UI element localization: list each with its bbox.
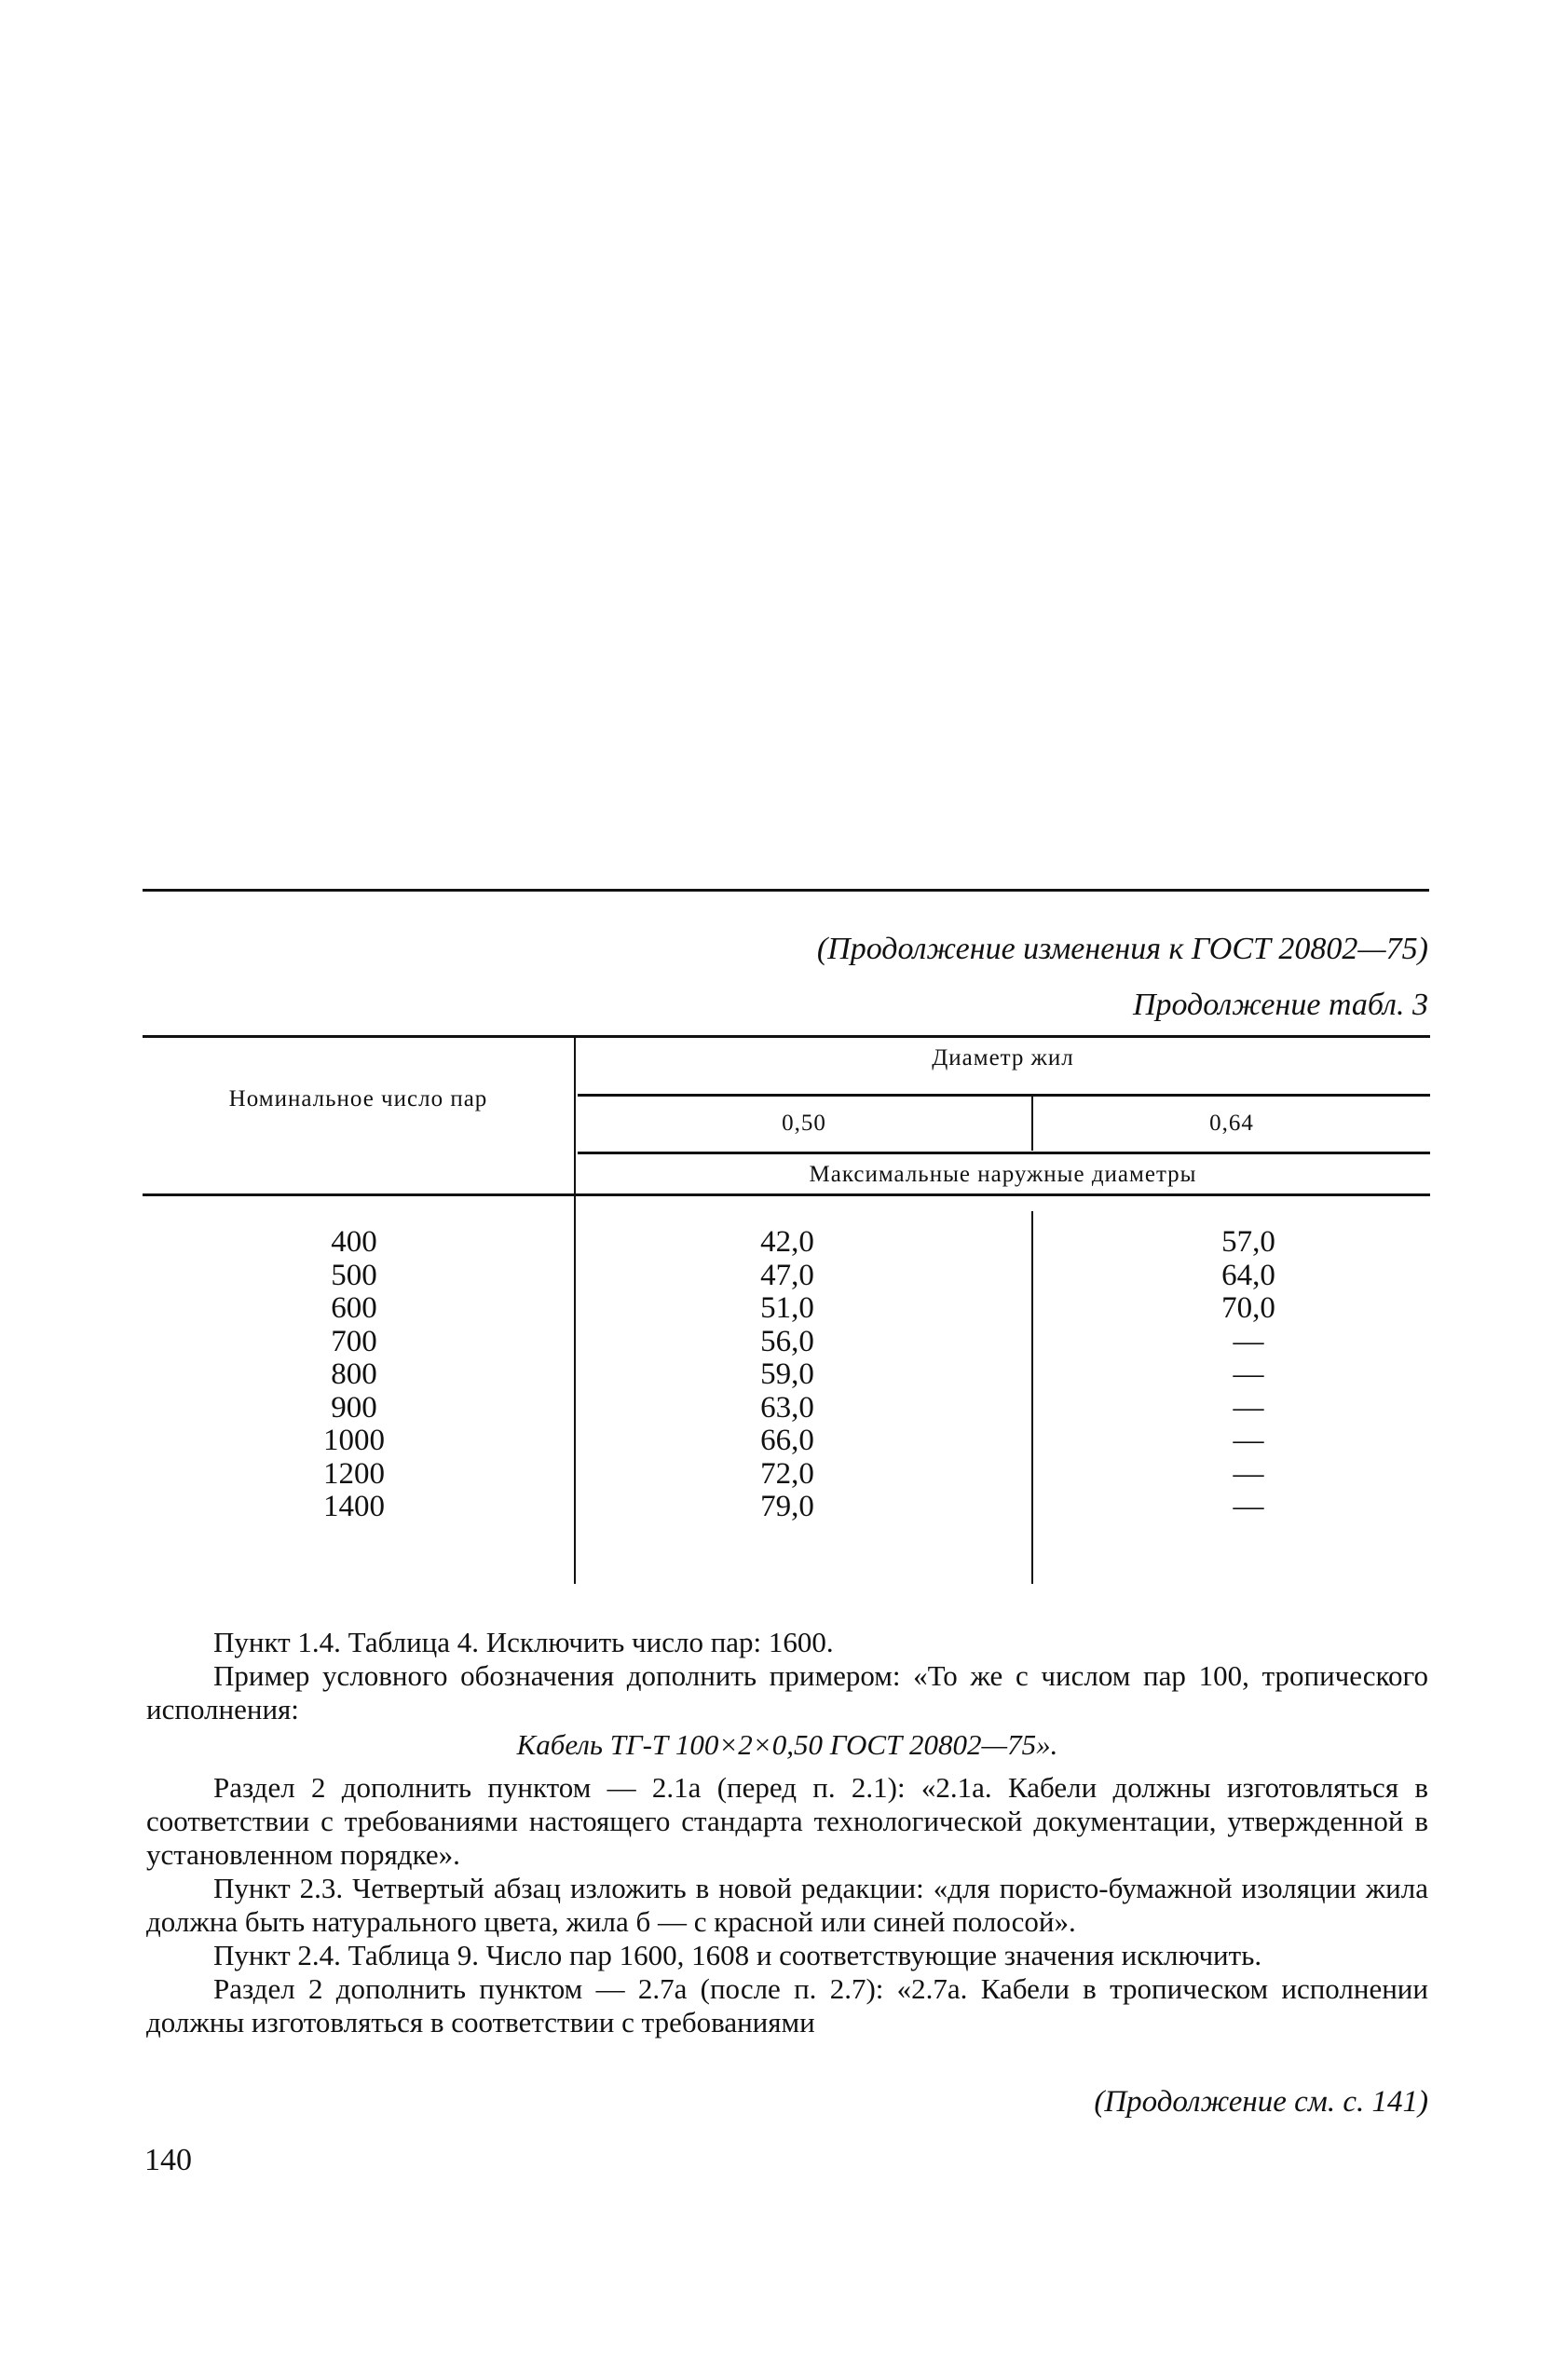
cell-pairs: 1400: [323, 1490, 385, 1523]
table-vline-2: [1031, 1211, 1033, 1584]
cell-d050: 66,0: [760, 1424, 814, 1457]
cell-d050: 42,0: [760, 1225, 814, 1259]
cell-d064: —: [1233, 1490, 1264, 1523]
paragraph: Пункт 1.4. Таблица 4. Исключить число пар: 1600.: [213, 1626, 834, 1658]
cell-d050: 79,0: [760, 1490, 814, 1523]
cell-d050: 72,0: [760, 1456, 814, 1491]
units-row: Максимальные наружные диаметры: [809, 1162, 1197, 1187]
page-number: 140: [144, 2143, 192, 2177]
column-d064: [1174, 1226, 1323, 1524]
subheader-064: 0,64: [1209, 1111, 1254, 1136]
table-continuation-title: Продолжение табл. 3: [1132, 988, 1428, 1022]
continuation-note: (Продолжение изменения к ГОСТ 20802—75): [816, 932, 1428, 966]
paragraph: Раздел 2 дополнить пунктом — 2.1а (перед п. 2.1): «2.1а. Кабели должны изготовляться в соответствии с требованиями настоящего стандарта технологической документации, утвержденной в установленном порядке».: [146, 1771, 1428, 1871]
cell-pairs: 900: [331, 1390, 377, 1425]
cell-pairs: 600: [331, 1291, 377, 1325]
formula-example: Кабель ТГ-Т 100×2×0,50 ГОСТ 20802—75».: [516, 1728, 1058, 1761]
column-pairs: [280, 1226, 429, 1524]
cell-pairs: 700: [331, 1324, 377, 1358]
header-diameter: Диаметр жил: [932, 1045, 1074, 1070]
cell-pairs: 1200: [323, 1456, 385, 1491]
continued-note: (Продолжение см. с. 141): [1094, 2085, 1428, 2119]
cell-d064: —: [1233, 1390, 1264, 1425]
header-pairs: Номинальное число пар: [228, 1086, 488, 1111]
cell-d064: 64,0: [1221, 1258, 1275, 1292]
table-top-rule: [143, 1035, 1430, 1038]
header-rule-2: [578, 1152, 1430, 1154]
cell-d050: 59,0: [760, 1357, 814, 1391]
cell-d050: 47,0: [760, 1258, 814, 1292]
cell-d064: —: [1233, 1456, 1264, 1491]
cell-pairs: 1000: [323, 1424, 385, 1457]
cell-d064: 70,0: [1221, 1291, 1275, 1325]
paragraph: Раздел 2 дополнить пунктом — 2.7а (после п. 2.7): «2.7а. Кабели в тропическом исполнении должны изготовляться в соответствии с требованиями: [146, 1972, 1428, 2039]
cell-d064: —: [1233, 1357, 1264, 1391]
cell-d064: 57,0: [1221, 1225, 1275, 1259]
paragraph: Пункт 2.3. Четвертый абзац изложить в новой редакции: «для пористо-бумажной изоляции жила должна быть натурального цвета, жила б — с красной или синей полосой».: [146, 1872, 1428, 1938]
header-bottom-rule: [143, 1193, 1430, 1196]
cell-pairs: 400: [331, 1225, 377, 1259]
cell-d050: 56,0: [760, 1324, 814, 1358]
cell-pairs: 500: [331, 1258, 377, 1292]
cell-d050: 63,0: [760, 1390, 814, 1425]
cell-d064: —: [1233, 1324, 1264, 1358]
cell-d050: 51,0: [760, 1291, 814, 1325]
column-d050: [713, 1226, 862, 1524]
subheader-050: 0,50: [782, 1111, 826, 1136]
paragraph: Пример условного обозначения дополнить примером: «То же с числом пар 100, тропического исполнения:: [146, 1659, 1428, 1725]
top-rule: [143, 889, 1429, 892]
paragraph: Пункт 2.4. Таблица 9. Число пар 1600, 1608 и соответствующие значения исключить.: [213, 1939, 1262, 1971]
cell-d064: —: [1233, 1424, 1264, 1457]
cell-pairs: 800: [331, 1357, 377, 1391]
body-text: [146, 1626, 1428, 2039]
